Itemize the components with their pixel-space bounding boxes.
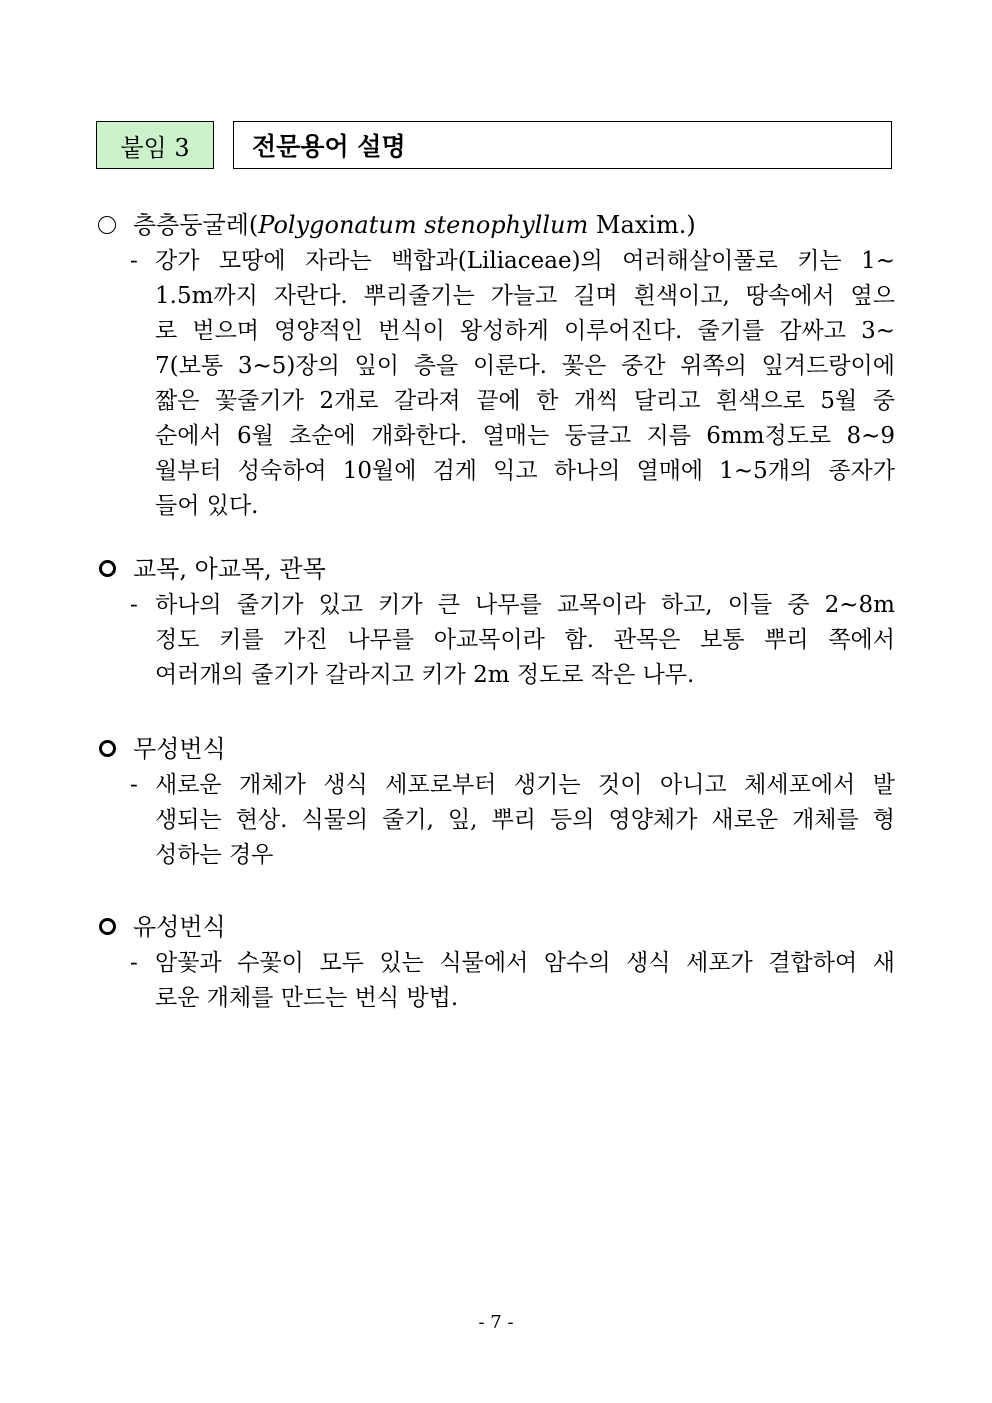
term-name: 층층둥굴레( (133, 211, 259, 239)
attachment-badge: 붙임 3 (96, 121, 214, 169)
dash-marker: - (130, 592, 138, 618)
circle-bullet-icon (99, 560, 116, 577)
term-section (96, 207, 896, 524)
term-heading (96, 909, 896, 945)
page-number: - 7 - (478, 1312, 514, 1333)
description-line: 7(보통 3∼5)장의 잎이 층을 이룬다. 꽃은 중간 위쪽의 잎겨드랑이에 (155, 353, 895, 379)
term-description (96, 244, 896, 524)
page-title (233, 121, 892, 169)
description-line: 1.5m까지 자란다. 뿌리줄기는 가늘고 길며 흰색이고, 땅속에서 옆으 (155, 283, 895, 309)
description-line: 로운 개체를 만드는 번식 방법. (155, 985, 459, 1011)
description-line: 들어 있다. (155, 493, 259, 519)
description-line: 여러개의 줄기가 갈라지고 키가 2m 정도로 작은 나무. (155, 662, 695, 688)
term-description (96, 768, 896, 873)
description-line: 순에서 6월 초순에 개화한다. 열매는 둥글고 지름 6mm정도로 8∼9 (155, 423, 895, 449)
description-line: 생되는 현상. 식물의 줄기, 잎, 뿌리 등의 영양체가 새로운 개체를 형 (155, 807, 895, 833)
term-section (96, 909, 896, 1016)
term-section (96, 731, 896, 873)
description-line: 암꽃과 수꽃이 모두 있는 식물에서 암수의 생식 세포가 결합하여 새 (155, 950, 895, 976)
term-description (96, 946, 896, 1016)
circle-bullet-icon (99, 740, 116, 757)
circle-bullet-icon (99, 918, 116, 935)
description-line: 월부터 성숙하여 10월에 검게 익고 하나의 열매에 1∼5개의 종자가 (155, 458, 895, 484)
dash-marker: - (130, 772, 138, 798)
description-line: 정도 키를 가진 나무를 아교목이라 함. 관목은 보통 뿌리 쪽에서 (155, 627, 895, 653)
description-line: 성하는 경우 (155, 842, 274, 868)
scientific-name: Polygonatum stenophyllum (258, 211, 589, 239)
page-title-text: 전문용어 설명 (252, 132, 406, 161)
description-line: 강가 모땅에 자라는 백합과(Liliaceae)의 여러해살이풀로 키는 1∼ (155, 248, 895, 274)
description-line: 짧은 꽃줄기가 2개로 갈라져 끝에 한 개씩 달리고 흰색으로 5월 중 (155, 388, 895, 414)
term-heading (96, 551, 896, 587)
term-heading (96, 731, 896, 767)
term-name: 유성번식 (133, 913, 226, 941)
term-heading (96, 207, 896, 243)
term-section (96, 551, 896, 693)
description-line: 로 벋으며 영양적인 번식이 왕성하게 이루어진다. 줄기를 감싸고 3∼ (155, 318, 895, 344)
description-line: 하나의 줄기가 있고 키가 큰 나무를 교목이라 하고, 이들 중 2~8m (155, 592, 895, 618)
author-name: Maxim.) (588, 211, 696, 239)
term-name: 무성번식 (133, 735, 226, 763)
term-name: 교목, 아교목, 관목 (133, 555, 326, 583)
circle-bullet-icon (98, 216, 116, 234)
term-description (96, 588, 896, 693)
dash-marker: - (130, 950, 138, 976)
dash-marker: - (130, 248, 138, 274)
description-line: 새로운 개체가 생식 세포로부터 생기는 것이 아니고 체세포에서 발 (155, 772, 895, 798)
